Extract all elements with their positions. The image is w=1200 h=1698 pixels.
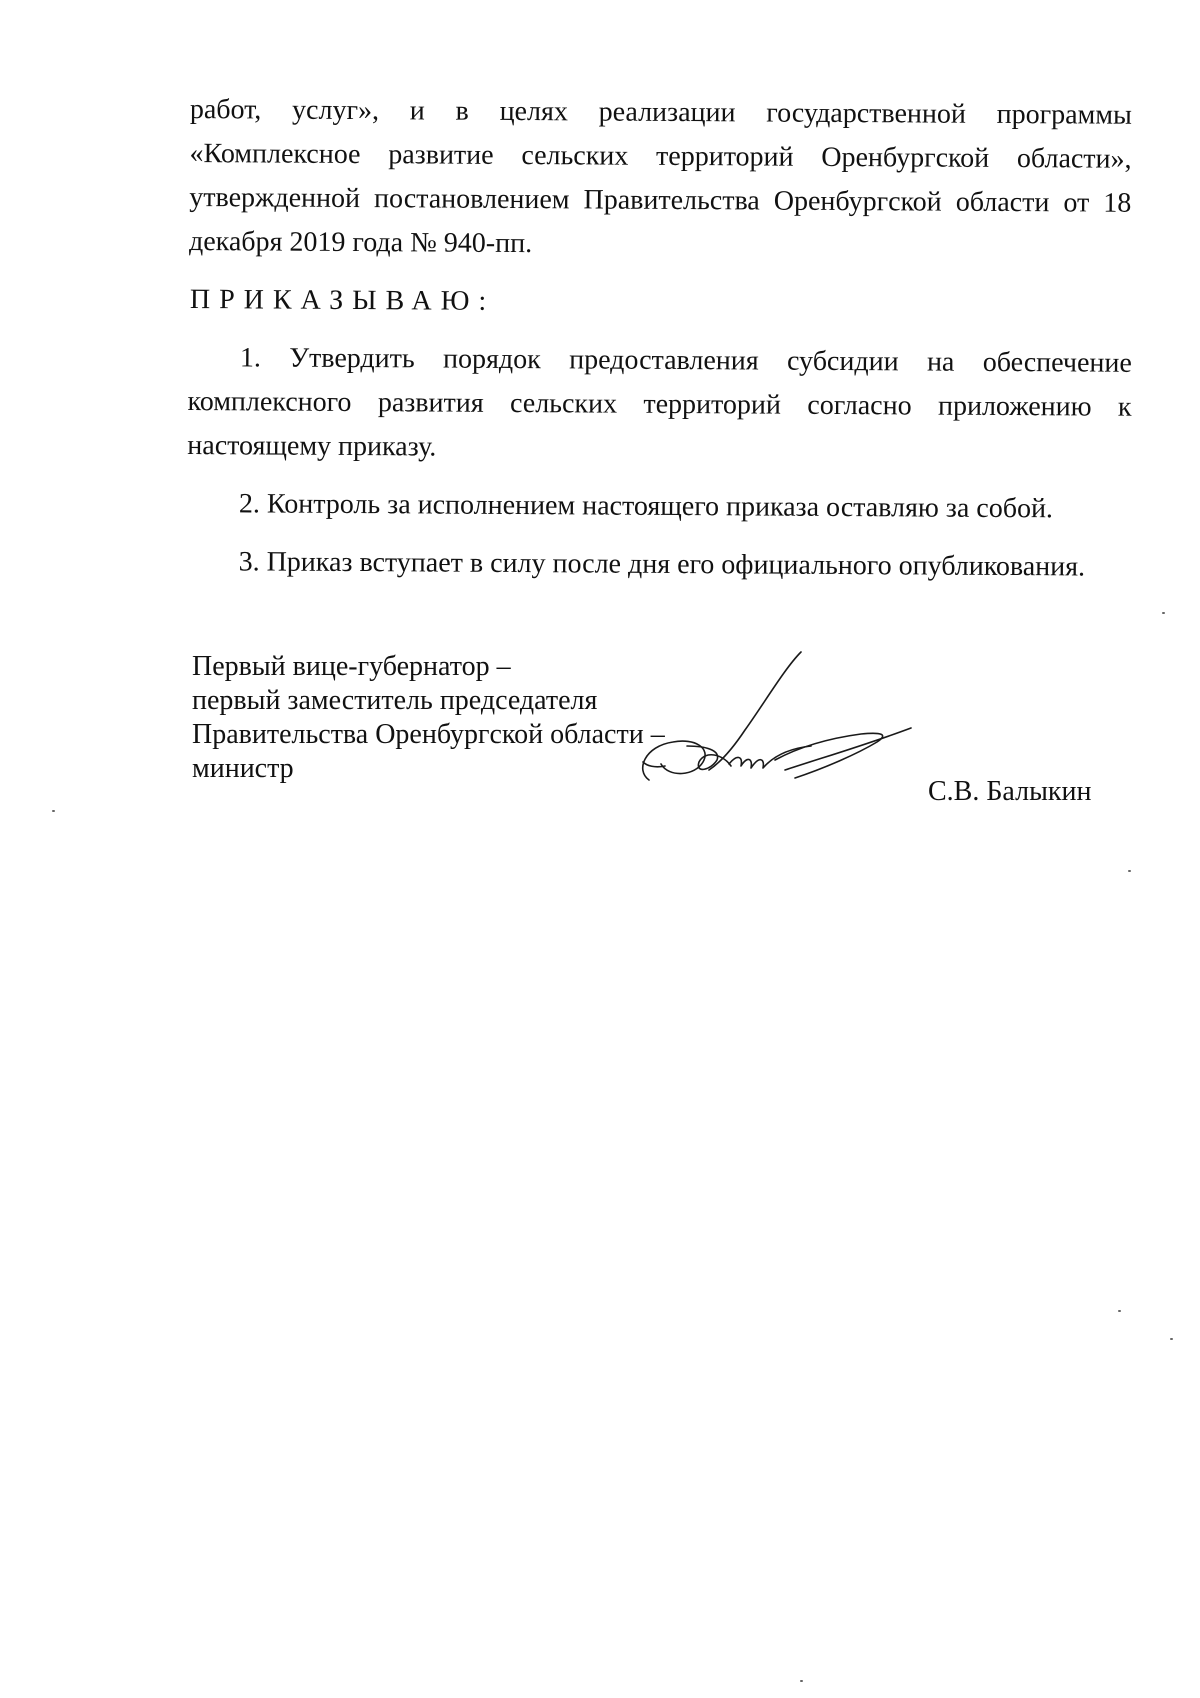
- scan-artifact: [1170, 1338, 1173, 1340]
- scan-artifact: [1128, 870, 1131, 872]
- clause-3: 3. Приказ вступает в силу после дня его официального опубликования.: [238, 546, 1086, 583]
- order-heading: ПРИКАЗЫВАЮ:: [189, 284, 496, 317]
- position-line-2: первый заместитель председателя: [192, 685, 598, 716]
- handwritten-signature: [625, 650, 925, 800]
- clause-2: 2. Контроль за исполнением настоящего приказа оставляю за собой.: [238, 488, 1054, 525]
- preamble-paragraph: работ, услуг», и в целях реализации государственной программы «Комплексное развитие сельских территорий Оренбургской области», утвержденной постановлением Правительства Оренбургской области от 18 декабря 2019 года № 940-пп.: [188, 93, 1132, 260]
- scan-artifact: [1118, 1310, 1121, 1312]
- position-line-3: Правительства Оренбургской области –: [192, 719, 665, 750]
- position-line-1: Первый вице-губернатор –: [192, 651, 511, 682]
- order-clauses: [186, 336, 1132, 604]
- signatory-name: С.В. Балыкин: [928, 776, 1092, 807]
- scan-artifact: [1162, 612, 1165, 614]
- scan-artifact: [52, 810, 55, 812]
- clause-1: 1. Утвердить порядок предоставления субсидии на обеспечение комплексного развития сельских территорий согласно приложению к настоящему приказу.: [187, 342, 1132, 463]
- position-line-4: министр: [192, 753, 294, 784]
- scan-artifact: [800, 1680, 803, 1682]
